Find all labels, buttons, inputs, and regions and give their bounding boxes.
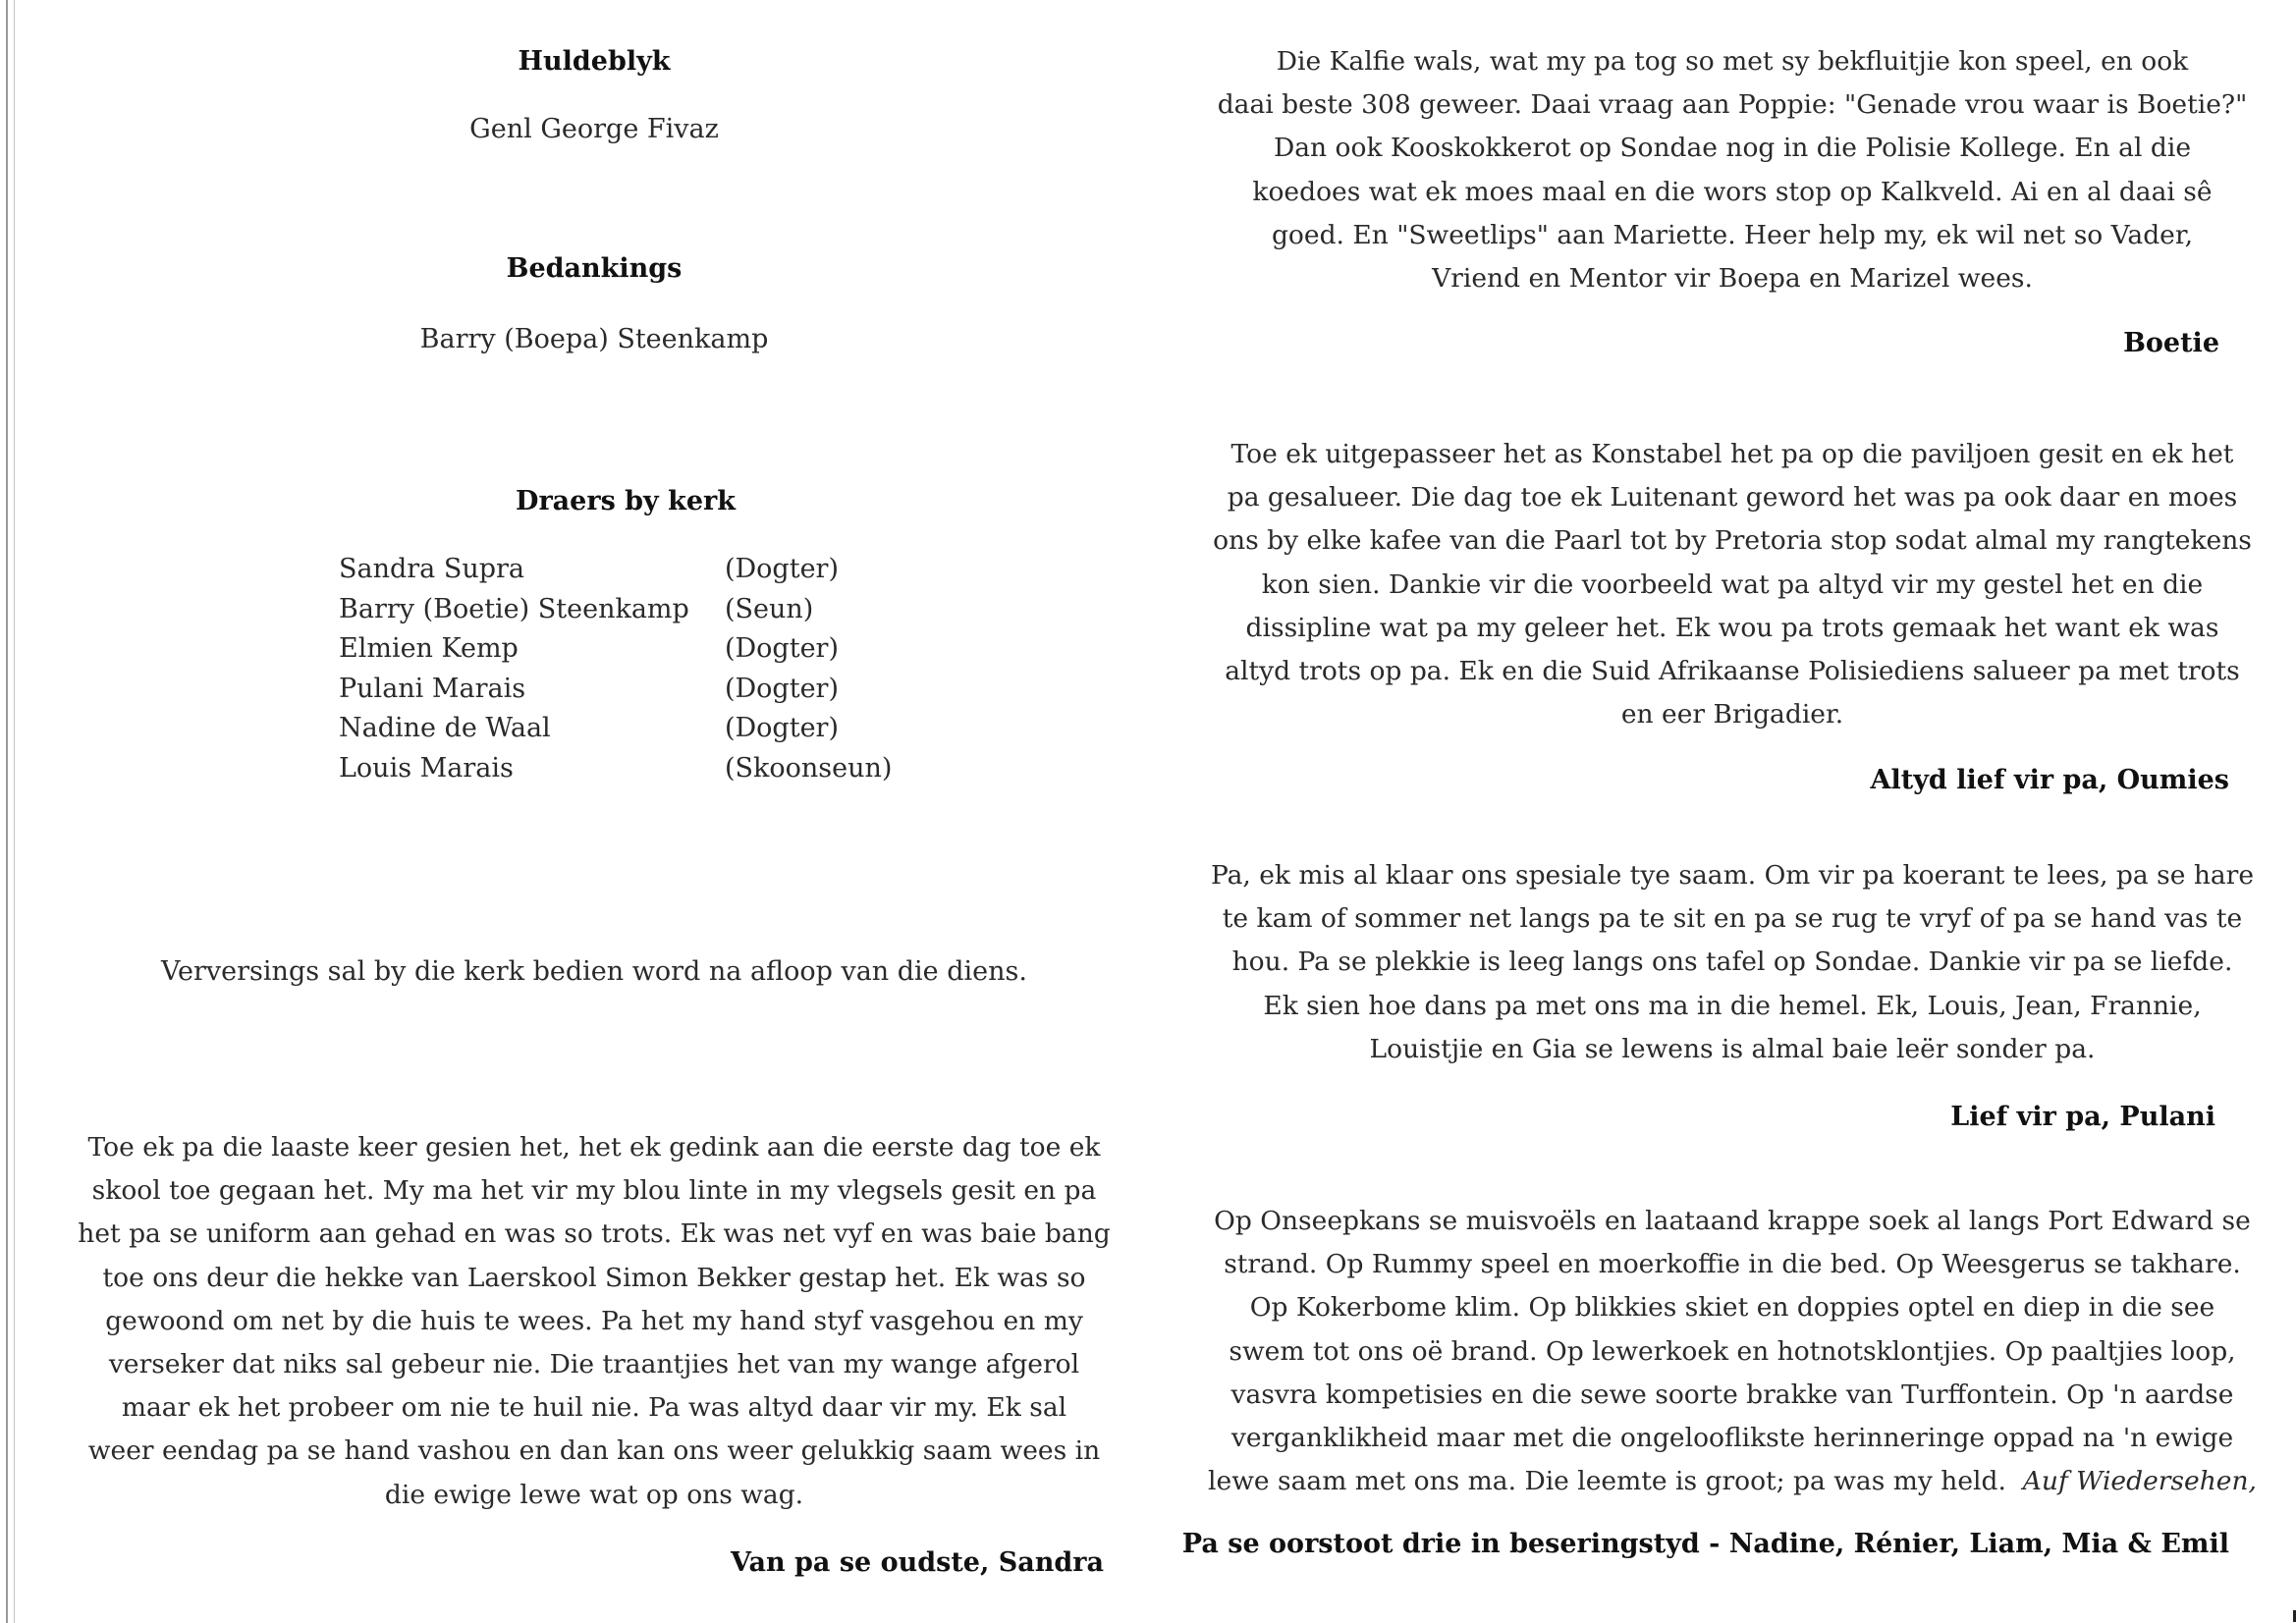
message-line: dissipline wat pa my geleer het. Ek wou pa trots gemaak het want ek was	[1245, 612, 2219, 643]
pulani-message	[1169, 854, 2296, 1071]
message-line: daai beste 308 geweer. Daai vraag aan Poppie: "Genade vrou waar is Boetie?"	[1217, 89, 2248, 121]
thanks-name: Barry (Boepa) Steenkamp	[419, 324, 769, 354]
bearer-row	[339, 629, 892, 670]
message-line: verganklikheid maar met die ongelooflikste herinneringe oppad na 'n ewige	[1230, 1423, 2234, 1454]
bearer-name: Sandra Supra	[339, 554, 525, 584]
bearer-relation: (Dogter)	[725, 554, 839, 584]
nadine-message	[1169, 1200, 2296, 1503]
message-line: swem tot ons oë brand. Op lewerkoek en hotnotsklontjies. Op paaltjies loop,	[1229, 1335, 2236, 1367]
bearers-heading: Draers by kerk	[516, 486, 736, 516]
bearers-list	[339, 550, 892, 789]
bearer-row	[339, 709, 892, 749]
message-line: Pa, ek mis al klaar ons spesiale tye saam. Om vir pa koerant te lees, pa se hare	[1210, 860, 2255, 891]
message-line: het pa se uniform aan gehad en was so trots. Ek was net vyf en was baie bang	[78, 1218, 1111, 1250]
message-line: Op Kokerbome klim. Op blikkies skiet en doppies optel en diep in die see	[1249, 1292, 2215, 1324]
message-line: en eer Brigadier.	[1620, 699, 1844, 730]
message-line: strand. Op Rummy speel en moerkoffie in die bed. Op Weesgerus se takhare.	[1224, 1249, 2241, 1280]
oumies-signature: Altyd lief vir pa, Oumies	[1870, 765, 2229, 795]
boetie-signature: Boetie	[2123, 328, 2219, 358]
message-line: Ek sien hoe dans pa met ons ma in die hemel. Ek, Louis, Jean, Frannie,	[1263, 990, 2202, 1021]
bearer-relation: (Dogter)	[725, 633, 839, 665]
farewell-italic: Auf Wiedersehen,	[2022, 1466, 2257, 1497]
bearer-row	[339, 550, 892, 590]
message-line-text: lewe saam met ons ma. Die leemte is groot; pa was my held.	[1208, 1466, 2006, 1497]
message-line	[1169, 1460, 2296, 1503]
message-line: Louistjie en Gia se lewens is almal baie leër sonder pa.	[1369, 1033, 2096, 1064]
message-line: altyd trots op pa. Ek en die Suid Afrikaanse Polisiediens salueer pa met trots	[1225, 656, 2240, 687]
bearer-name: Pulani Marais	[339, 673, 526, 704]
boetie-message	[1169, 40, 2296, 300]
message-line: ons by elke kafee van die Paarl tot by Pretoria stop sodat almal my rangtekens	[1213, 525, 2252, 557]
sandra-message	[0, 1126, 1188, 1517]
bearer-relation: (Skoonseun)	[725, 752, 893, 784]
refreshments-notice: Verversings sal by die kerk bedien word na afloop van die diens.	[161, 956, 1027, 987]
message-line: verseker dat niks sal gebeur nie. Die traantjies het van my wange afgerol	[108, 1349, 1080, 1380]
message-line: pa gesalueer. Die dag toe ek Luitenant geword het was pa ook daar en moes	[1227, 482, 2238, 514]
bearer-row	[339, 590, 892, 630]
message-line: te kam of sommer net langs pa te sit en pa se rug te vryf of pa se hand vas te	[1222, 903, 2243, 935]
message-line: skool toe gegaan het. My ma het vir my blou linte in my vlegsels gesit en pa	[91, 1175, 1097, 1207]
bearer-relation: (Dogter)	[725, 673, 839, 704]
message-line: Vriend en Mentor vir Boepa en Marizel wees.	[1432, 263, 2033, 295]
pulani-signature: Lief vir pa, Pulani	[1950, 1102, 2215, 1132]
bearer-relation: (Dogter)	[725, 713, 839, 744]
bearer-relation: (Seun)	[725, 593, 814, 624]
message-line: weer eendag pa se hand vashou en dan kan ons weer gelukkig saam wees in	[87, 1435, 1101, 1467]
message-line: Dan ook Kooskokkerot op Sondae nog in die Polisie Kollege. En al die	[1274, 133, 2191, 164]
bearer-name: Louis Marais	[339, 752, 514, 784]
message-line: Toe ek pa die laaste keer gesien het, het ek gedink aan die eerste dag toe ek	[87, 1132, 1101, 1163]
message-line: Op Onseepkans se muisvoëls en laataand krappe soek al langs Port Edward se	[1214, 1206, 2251, 1236]
bearer-name: Elmien Kemp	[339, 633, 519, 665]
bearer-name: Barry (Boetie) Steenkamp	[339, 593, 689, 624]
thanks-heading: Bedankings	[506, 253, 683, 284]
right-page	[1169, 0, 2296, 1623]
message-line: gewoond om net by die huis te wees. Pa het my hand styf vasgehou en my	[105, 1305, 1083, 1336]
tribute-heading: Huldeblyk	[518, 46, 671, 77]
sandra-signature: Van pa se oudste, Sandra	[731, 1547, 1104, 1578]
message-line: Toe ek uitgepasseer het as Konstabel het pa op die paviljoen gesit en ek het	[1230, 439, 2234, 469]
nadine-signature: Pa se oorstoot drie in beseringstyd - Nadine, Rénier, Liam, Mia & Emil	[1181, 1529, 2229, 1559]
oumies-message	[1169, 433, 2296, 736]
bearer-name: Nadine de Waal	[339, 713, 551, 744]
message-line: goed. En "Sweetlips" aan Mariette. Heer help my, ek wil net so Vader,	[1271, 219, 2194, 250]
bearer-row	[339, 749, 892, 789]
bearer-row	[339, 670, 892, 710]
message-line: toe ons deur die hekke van Laerskool Simon Bekker gestap het. Ek was so	[102, 1262, 1086, 1293]
message-line: Die Kalfie wals, wat my pa tog so met sy bekfluitjie kon speel, en ook	[1276, 46, 2189, 77]
message-line: vasvra kompetisies en die sewe soorte brakke van Turffontein. Op 'n aardse	[1230, 1379, 2234, 1410]
tribute-name: Genl George Fivaz	[469, 114, 719, 144]
message-line: kon sien. Dankie vir die voorbeeld wat pa altyd vir my gestel het en die	[1261, 568, 2204, 600]
message-line: hou. Pa se plekkie is leeg langs ons tafel op Sondae. Dankie vir pa se liefde.	[1231, 947, 2233, 978]
message-line: die ewige lewe wat op ons wag.	[384, 1479, 804, 1510]
message-line: maar ek het probeer om nie te huil nie. Pa was altyd daar vir my. Ek sal	[121, 1392, 1067, 1424]
message-line: koedoes wat ek moes maal en die wors stop op Kalkveld. Ai en al daai sê	[1252, 176, 2213, 207]
